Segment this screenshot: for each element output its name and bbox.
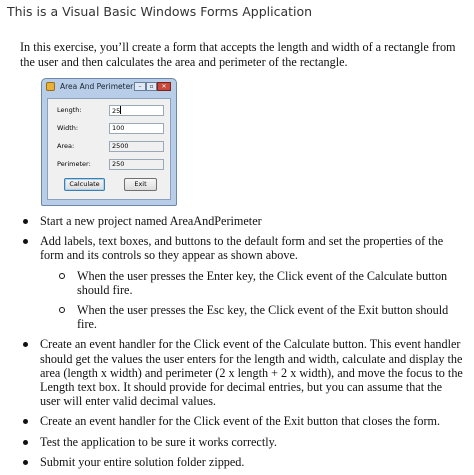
app-icon [46,82,55,91]
form-window-title: Area And Perimeter [60,82,134,91]
minimize-icon[interactable]: – [134,82,146,91]
list-item-text: Start a new project named AreaAndPerimeter [40,214,262,228]
perimeter-label: Perimeter: [57,160,91,168]
length-textbox[interactable] [109,105,164,116]
text-caret [120,106,121,114]
list-item [20,414,465,428]
list-item-text: Add labels, text boxes, and buttons to the default form and set the properties of the form and its controls so they appear as shown above. [40,234,444,263]
exit-button[interactable]: Exit [124,178,157,191]
sub-list-item-text: When the user presses the Esc key, the Click event of the Exit button should fire. [77,303,449,332]
calculate-button[interactable]: Calculate [64,178,105,191]
maximize-icon[interactable]: ▫ [146,82,157,91]
list-item-text: Test the application to be sure it works correctly. [40,434,277,449]
width-textbox[interactable]: 100 [109,123,164,134]
instruction-list [20,214,465,475]
sub-list [40,269,465,332]
length-value: 25 [112,107,121,115]
list-item [20,337,465,408]
list-item [20,214,465,228]
sub-list-item-text: When the user presses the Enter key, the Click event of the Calculate button should fire. [77,268,448,297]
perimeter-textbox: 250 [109,159,164,170]
sub-list-item [40,269,465,297]
width-label: Width: [57,124,79,132]
list-item-text: Create an event handler for the Click event of the Exit button that closes the form. [40,414,441,429]
list-item [20,455,465,469]
list-item-text: Create an event handler for the Click event of the Calculate button. This event handler should get the values the user enters for the length and width, calculate and display the area (length x width) and perimeter (2 x length + 2 x width), and move the focus to the Length text box. It should provide for decimal entries, but you can assume that the user will enter valid decimal values. [40,337,463,409]
list-item [20,234,465,331]
close-icon[interactable]: ✕ [157,82,171,91]
form-screenshot [41,78,177,206]
sub-list-item [40,303,465,331]
area-label: Area: [57,142,75,150]
area-textbox: 2500 [109,141,164,152]
list-item-text: Submit your entire solution folder zipped. [40,454,245,469]
page-title: This is a Visual Basic Windows Forms Application [7,4,313,19]
list-item [20,435,465,449]
form-client-area [47,98,171,200]
length-label: Length: [57,106,82,114]
intro-paragraph: In this exercise, you’ll create a form that accepts the length and width of a rectangle from the user and then calculates the area and perimeter of the rectangle. [20,40,456,69]
form-title-bar [42,79,176,96]
